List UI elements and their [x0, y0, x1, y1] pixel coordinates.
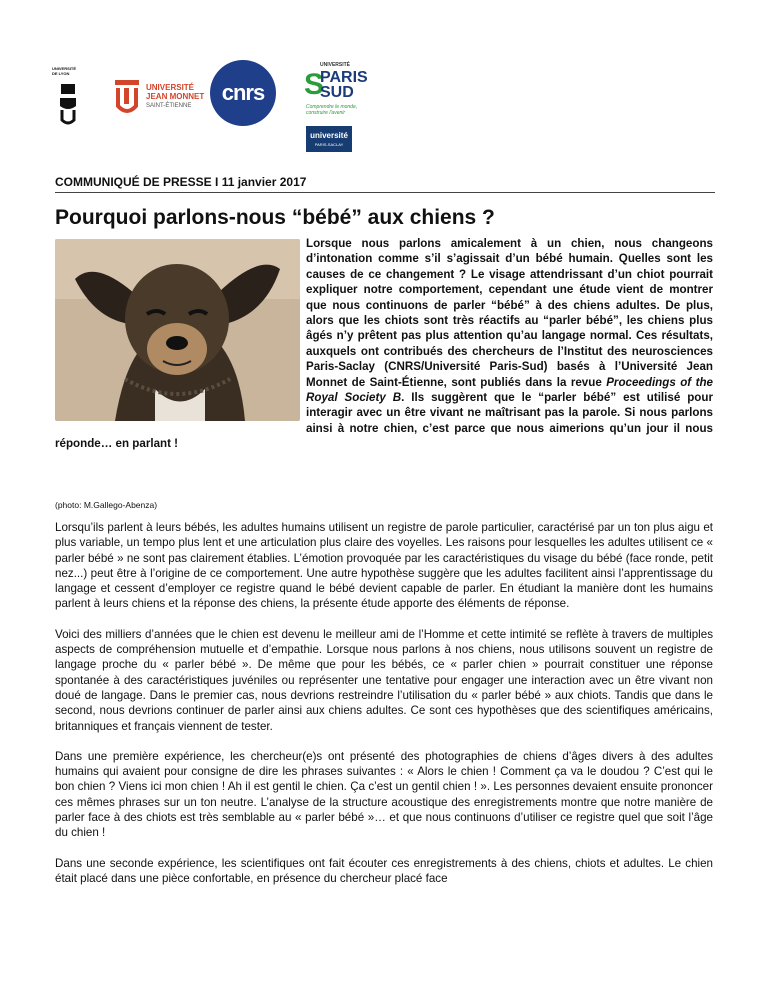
- press-release-line: COMMUNIQUÉ DE PRESSE I 11 janvier 2017: [55, 175, 307, 189]
- saclay-main: université: [310, 131, 348, 140]
- body-paragraph-3: Dans une première expérience, les chercheur(e)s ont présenté des photographies de chiens d’âges divers à des adultes humains qui avaient pour consigne de dire les phrases suivantes : « Alors le chien ! Comment ça va le doudou ? C’est qui le bon chien ? Viens ici mon chien ! Ah il est gentil le chien. Ça c’est un gentil chien ! ». Les personnes devaient ensuite prononcer ces mêmes phrases sur un ton neutre. L’analyse de la structure acoustique des enregistrements montre que notre manière de parler face à des chiots est très semblable au « parler bébé »… et que nous continuons d’utiliser ce registre quel que soit l’âge du chien !: [55, 749, 713, 840]
- cnrs-logo: [210, 60, 276, 126]
- universite-jean-monnet-logo: [112, 78, 222, 122]
- body-paragraph-1: Lorsqu’ils parlent à leurs bébés, les adultes humains utilisent un registre de parole particulier, caractérisé par un ton plus aigu et plus variable, un tempo plus lent et une articulation plus claire des voyelles. Les raisons pour lesquelles les adultes utilisent ce « parler bébé » ne sont pas clairement établies. L’émotion provoquée par les caractéristiques du visage du bébé (face ronde, petit nez...) peut être à l’origine de ce comportement. Une autre hypothèse suggère que les adultes facilitent ainsi l’apprentissage du langage et cessent d’employer ce registre quand le bébé devient capable de parler. En étudiant la manière dont les humains parlent à leurs chiens et la réponse des chiens, la présente étude apporte des éléments de réponse.: [55, 521, 713, 611]
- lead-text: Lorsque nous parlons amicalement à un chien, nous changeons d’intonation comme s’il s’agissait d’un bébé humain. Quelles sont les causes de ce changement ? Le visage attendrissant d’un chiot pourrait expliquer notre comportement, cependant une étude vient de montrer que nous continuons de parler “bébé” à des chiens adultes. De plus, alors que les chiots sont très réactifs au “parler bébé”, les chiens plus âgés n’y prêtent pas plus attention qu’au langage normal. Ces résultats, auxquels ont contribués des chercheurs de l’Institut des neurosciences Paris-Saclay (CNRS/Université Paris-Sud) basés à l’Université Jean Monnet de Saint-Étienne, sont publiés dans la revue: [306, 237, 713, 389]
- article-body: [55, 520, 713, 901]
- lead-text-end: . Ils suggèrent que le “parler bébé” est utilisé pour interagir avec un être vivant ne maîtrisant pas la parole. Si nous parlons ainsi à notre chien, c’est parce que nous aimerions qu’un jour il nous réponde… en parlant !: [55, 391, 713, 451]
- paris-sud-s-mark: S: [304, 68, 325, 101]
- jm-city: SAINT-ÉTIENNE: [146, 103, 192, 109]
- photo-credit: (photo: M.Gallego-Abenza): [55, 500, 158, 510]
- logo-bar: [52, 60, 392, 156]
- saclay-sub: PARIS-SACLAY: [314, 142, 344, 147]
- lyon-logo-text: UNIVERSITÉ DE LYON: [52, 66, 77, 76]
- body-paragraph-2: Voici des milliers d’années que le chien est devenu le meilleur ami de l’Homme et cette intimité se reflète à travers de multiples aspects de compréhension mutuelle et d’empathie. Lorsque nous parlons à nos chiens, nous utilisons souvent un registre de langage proche du « parler bébé ». De même que pour les bébés, ce « parler chien » pourrait constituer une réponse spontanée à des caractéristiques juvéniles ou représenter une tentative pour engager une interaction avec un être vivant non doué de langage. Dans le premier cas, nous devrions restreindre l’utilisation du « parler bébé » aux chiots. Tandis que dans le second, nous devrions continuer de parler ainsi aux chiens adultes. Ce sont ces hypothèses que des scientifiques américains, britanniques et français viennent de tester.: [55, 627, 713, 733]
- universite-de-lyon-logo: [52, 66, 86, 132]
- paris-sud-name: PARIS SUD: [320, 69, 368, 101]
- cnrs-logo-text: cnrs: [221, 80, 265, 105]
- universite-paris-saclay-logo: [306, 126, 352, 152]
- paris-sud-logo: [304, 60, 374, 116]
- paris-sud-tagline: Comprendre le monde, construire l'avenir: [306, 104, 358, 116]
- lead-journal: Proceedings of the Royal Society B: [306, 375, 713, 405]
- lead-paragraph: [55, 236, 713, 452]
- page-title: Pourquoi parlons-nous “bébé” aux chiens ?: [55, 206, 495, 229]
- dog-photo: [55, 239, 300, 421]
- body-paragraph-4: Dans une seconde expérience, les scientifiques ont fait écouter ces enregistrements à des chiens, chiots et adultes. Le chien était placé dans une pièce confortable, en présence du chercheur placé face: [55, 856, 713, 885]
- jm-name: UNIVERSITÉ JEAN MONNET: [146, 83, 205, 101]
- header-divider: [55, 192, 715, 193]
- paris-sud-univ: UNIVERSITÉ: [320, 62, 351, 68]
